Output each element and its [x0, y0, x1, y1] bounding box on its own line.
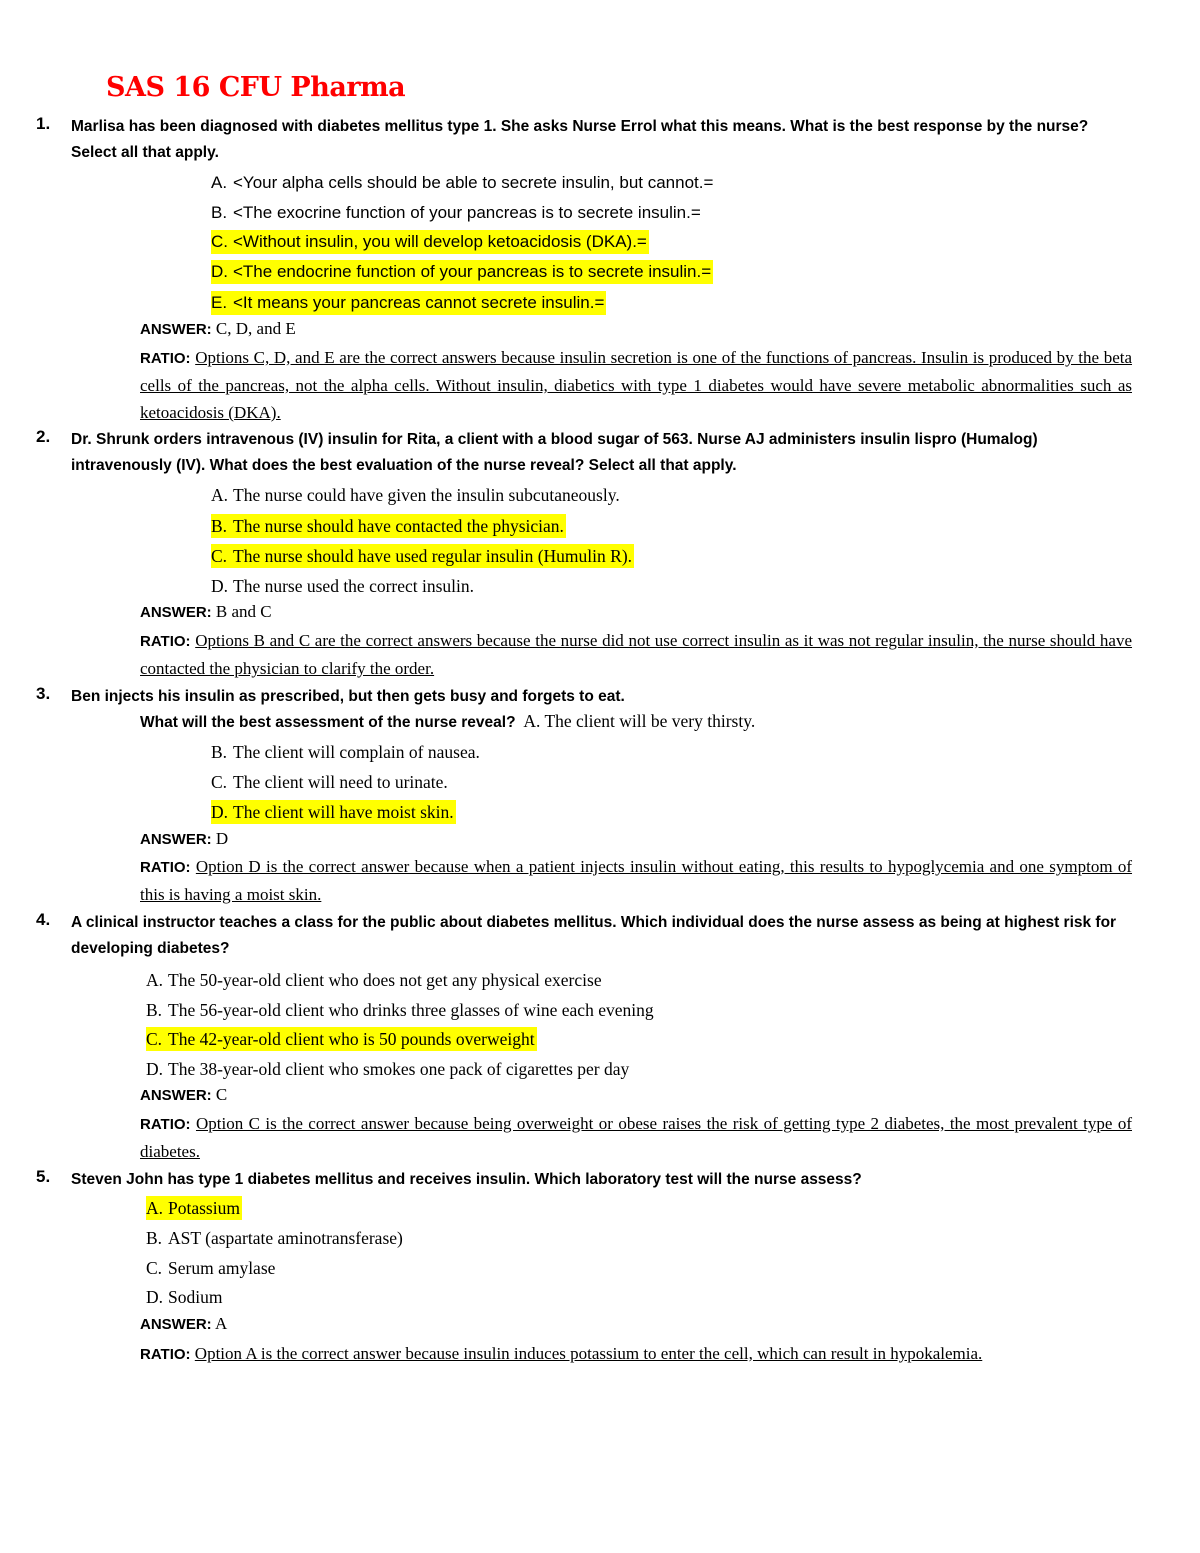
question-text: A clinical instructor teaches a class for the public about diabetes mellitus. Which individual does the nurse assess as being at highest risk for developing diabetes? [71, 914, 1117, 957]
option-b: B. AST (aspartate aminotransferase) [146, 1228, 403, 1248]
option-a-correct: A. Potassium [146, 1198, 240, 1218]
question-text: Steven John has type 1 diabetes mellitus and receives insulin. Which laboratory test will the nurse assess? [71, 1171, 862, 1188]
ratio-paragraph: RATIO: Options C, D, and E are the correct answers because insulin secretion is one of the functions of pancreas. Insulin is produced by the beta cells of the pancreas, not the alpha cells. Without insulin, diabetics with type 1 diabetes would have severe metabolic abnormalities such as ketoacidosis (DKA). [140, 348, 1133, 422]
question-number: 3. [36, 684, 51, 703]
answer-line: ANSWER: A [140, 1314, 228, 1333]
option-c-correct: C. The nurse should have used regular insulin (Humulin R). [211, 546, 633, 566]
question-number: 1. [36, 114, 51, 133]
ratio-paragraph: RATIO: Option D is the correct answer because when a patient injects insulin without eating, this results to hypoglycemia and one symptom of this is having a moist skin. [140, 857, 1133, 904]
question-text: Ben injects his insulin as prescribed, but then gets busy and forgets to eat. [71, 688, 625, 705]
question-number: 2. [36, 427, 51, 446]
question-text: Marlisa has been diagnosed with diabetes mellitus type 1. She asks Nurse Errol what this means. What is the best response by the nurse? Select all that apply. [71, 118, 1089, 161]
answer-line: ANSWER: D [140, 829, 229, 848]
ratio-paragraph: RATIO: Option A is the correct answer because insulin induces potassium to enter the cell, which can result in hypokalemia. [140, 1344, 983, 1363]
option-b: B. The client will complain of nausea. [211, 742, 480, 762]
option-c-correct: C. <Without insulin, you will develop ketoacidosis (DKA).= [211, 230, 649, 254]
answer-line: ANSWER: B and C [140, 602, 272, 621]
option-c: C. Serum amylase [146, 1258, 276, 1278]
option-c-correct: C. The 42-year-old client who is 50 pounds overweight [146, 1029, 535, 1049]
question-text: Dr. Shrunk orders intravenous (IV) insulin for Rita, a client with a blood sugar of 563. Nurse AJ administers insulin lispro (Humalog) intravenously (IV). What does the best evaluation of the nurse reveal? Select all that apply. [71, 431, 1038, 474]
option-d: D. The 38-year-old client who smokes one pack of cigarettes per day [146, 1059, 630, 1079]
option-b: B. The 56-year-old client who drinks three glasses of wine each evening [146, 1000, 654, 1020]
ratio-paragraph: RATIO: Option C is the correct answer because being overweight or obese raises the risk of getting type 2 diabetes, the most prevalent type of diabetes. [140, 1114, 1132, 1161]
option-d-correct: D. The client will have moist skin. [211, 802, 454, 822]
option-a: A. <Your alpha cells should be able to secrete insulin, but cannot.= [211, 173, 714, 192]
ratio-paragraph: RATIO: Options B and C are the correct answers because the nurse did not use correct insulin as it was not regular insulin, the nurse should have contacted the physician to clarify the order. [140, 631, 1133, 678]
option-b: B. <The exocrine function of your pancreas is to secrete insulin.= [211, 203, 701, 222]
option-a: A. The nurse could have given the insulin subcutaneously. [211, 485, 620, 505]
option-e-correct: E. <It means your pancreas cannot secrete insulin.= [211, 291, 606, 315]
option-d-correct: D. <The endocrine function of your pancreas is to secrete insulin.= [211, 260, 713, 284]
question-3-line-2: What will the best assessment of the nurse reveal? A. The client will be very thirsty. [140, 711, 756, 731]
question-number: 4. [36, 910, 51, 929]
question-number: 5. [36, 1167, 51, 1186]
option-d: D. The nurse used the correct insulin. [211, 576, 475, 596]
document-title: SAS 16 CFU Pharma [106, 72, 406, 103]
option-c: C. The client will need to urinate. [211, 772, 448, 792]
answer-line: ANSWER: C, D, and E [140, 319, 296, 338]
option-b-correct: B. The nurse should have contacted the physician. [211, 516, 564, 536]
option-a: A. The 50-year-old client who does not get any physical exercise [146, 970, 602, 990]
option-d: D. Sodium [146, 1287, 223, 1307]
answer-line: ANSWER: C [140, 1085, 228, 1104]
